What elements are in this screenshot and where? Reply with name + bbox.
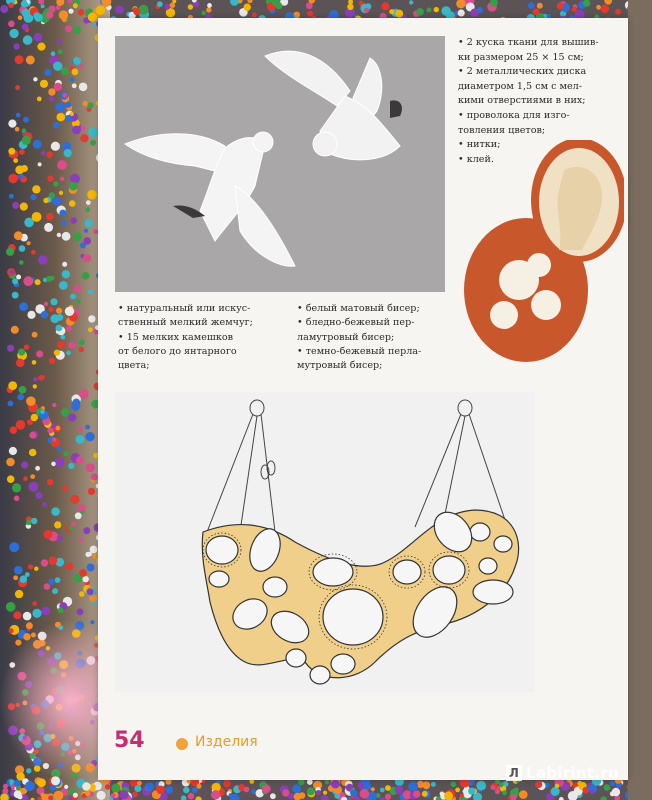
section-title: Изделия [195,734,258,750]
doves-photo [115,36,445,292]
watermark-badge: Л [506,765,522,781]
page-number: 54 [114,728,145,753]
list-item: • 15 мелких камешков [118,331,233,343]
necklace-diagram [115,392,535,692]
list-item: цвета; [118,360,150,372]
list-item: • клей. [458,153,494,165]
list-item: • 2 металлических диска [458,66,587,78]
list-item: ственный мелкий жемчуг; [118,317,253,329]
list-item: • нитки; [458,139,501,151]
list-item: • бледно-бежевый пер- [297,317,415,329]
list-item: • проволока для изго- [458,109,570,121]
list-item: • натуральный или искус- [118,303,251,314]
cameo-photo [464,140,624,370]
list-item: товления цветов; [458,124,546,136]
list-item: • белый матовый бисер; [297,303,420,314]
watermark [506,764,619,782]
materials-list-left [118,302,288,373]
list-item: кими отверстиями в них; [458,95,586,107]
materials-list-middle [297,302,457,373]
list-item: ламутровый бисер; [297,331,395,343]
list-item: от белого до янтарного [118,345,237,357]
section-bullet-icon [176,738,188,750]
list-item: • 2 куска ткани для вышив- [458,37,599,48]
list-item: диаметром 1,5 см с мел- [458,80,582,92]
list-item: мутровый бисер; [297,360,383,372]
list-item: ки размером 25 × 15 см; [458,51,584,63]
list-item: • темно-бежевый перла- [297,345,422,357]
watermark-text: Labirint.ru [526,764,620,782]
